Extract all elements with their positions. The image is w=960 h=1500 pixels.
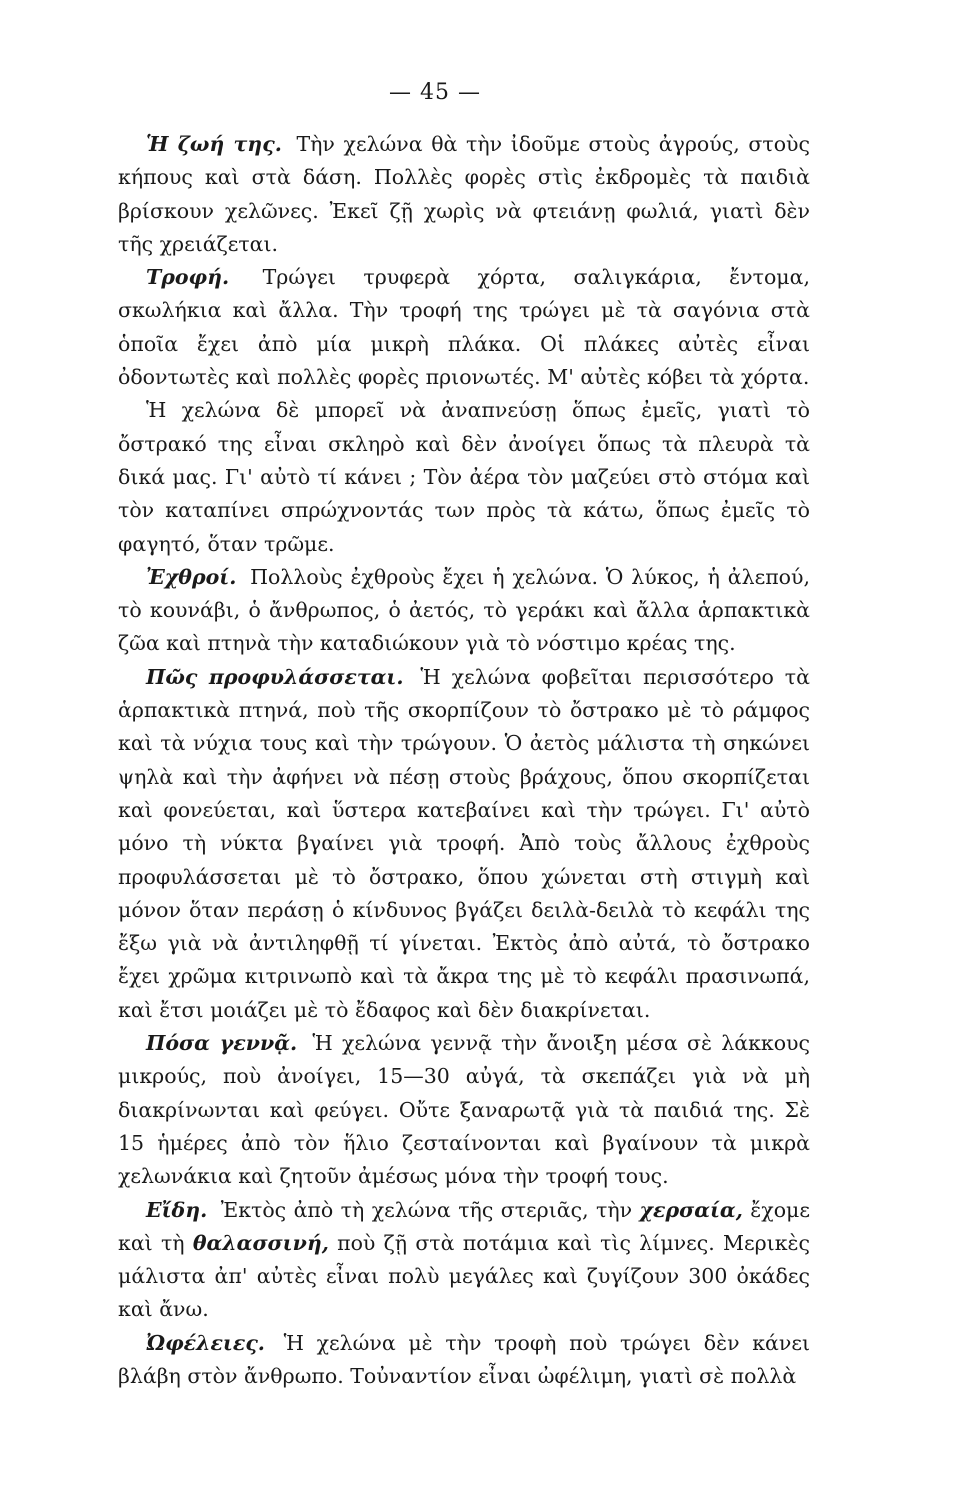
paragraph-reproduction [118,1027,810,1193]
species-term-land: χερσαία, [639,1197,743,1222]
section-heading-food: Τροφή. [146,265,230,290]
species-text-middle: ἔχομε καὶ τὴ [118,1197,810,1255]
section-text-protection: Ἡ χελώνα φοβεῖται περισσότερο τὰ ἁρπακτικὰ πτηνά, ποὺ τῆς σκορπίζουν τὸ ὄστρακο μὲ τὸ ράμφος καὶ τὰ νύχια τους καὶ τὴν τρώγουν. Ὁ ἀετὸς μάλιστα τὴ σηκώνει ψηλὰ καὶ τὴν ἀφήνει νὰ πέσῃ στοὺς βράχους, ὅπου σκορπίζεται καὶ φονεύεται, καὶ ὕστερα κατεβαίνει καὶ τὴν τρώγει. Γι' αὐτὸ μόνο τὴ νύκτα βγαίνει γιὰ τροφή. Ἀπὸ τοὺς ἄλλους ἐχθροὺς προφυλάσσεται μὲ τὸ ὄστρακο, ὅπου χώνεται στὴ στιγμὴ καὶ μόνον ὅταν περάσῃ ὁ κίνδυνος βγάζει δειλὰ-δειλὰ τὸ κεφάλι της ἔξω γιὰ νὰ ἀντιληφθῇ τί γίνεται. Ἐκτὸς ἀπὸ αὐτά, τὸ ὄστρακο ἔχει χρῶμα κιτρινωπὸ καὶ τὰ ἄκρα της μὲ τὸ κεφάλι πρασινωπά, καὶ ἔτσι μοιάζει μὲ τὸ ἔδαφος καὶ δὲν διακρίνεται. [118,664,810,1022]
paragraph-life [118,128,810,261]
section-text-life: Τὴν χελώνα θὰ τὴν ἰδοῦμε στοὺς ἀγρούς, στοὺς κήπους καὶ στὰ δάση. Πολλὲς φορὲς στὶς ἐκδρομὲς τὰ παιδιὰ βρίσκουν χελῶνες. Ἐκεῖ ζῇ χωρὶς νὰ φτειάνῃ φωλιά, γιατὶ δὲν τῆς χρειάζεται. [118,132,810,256]
paragraph-breathing [118,394,810,560]
paragraph-benefits [118,1327,810,1394]
section-heading-species: Εἴδη. [146,1197,208,1222]
section-heading-reproduction: Πόσα γεννᾷ. [146,1031,298,1056]
section-heading-life: Ἡ ζωή της. [146,132,282,156]
section-text-food: Τρώγει τρυφερὰ χόρτα, σαλιγκάρια, ἔντομα, σκωλήκια καὶ ἄλλα. Τὴν τροφή της τρώγει μὲ τὰ σαγόνια στὰ ὁποῖα ἔχει ἀπὸ μία μικρὴ πλάκα. Οἱ πλάκες αὐτὲς εἶναι ὀδοντωτὲς καὶ πολλὲς φορὲς πριονωτές. Μ' αὐτὲς κόβει τὰ χόρτα. [118,265,810,390]
paragraph-food [118,261,810,394]
species-text-before: Ἐκτὸς ἀπὸ τὴ χελώνα τῆς στεριᾶς, τὴν [220,1197,640,1222]
section-text-breathing: Ἡ χελώνα δὲ μπορεῖ νὰ ἀναπνεύσῃ ὅπως ἐμεῖς, γιατὶ τὸ ὄστρακό της εἶναι σκληρὸ καὶ δὲν ἀνοίγει ὅπως τὰ πλευρὰ τὰ δικά μας. Γι' αὐτὸ τί κάνει ; Τὸν ἀέρα τὸν μαζεύει στὸ στόμα καὶ τὸν καταπίνει σπρώχνοντάς των πρὸς τὰ κάτω, ὅπως ἐμεῖς τὸ φαγητό, ὅταν τρῶμε. [118,398,810,556]
paragraph-enemies [118,561,810,661]
section-heading-protection: Πῶς προφυλάσσεται. [146,664,404,689]
section-text-reproduction: Ἡ χελώνα γεννᾷ τὴν ἄνοιξη μέσα σὲ λάκκους μικρούς, ποὺ ἀνοίγει, 15—30 αὐγά, τὰ σκεπάζει γιὰ νὰ μὴ διακρίνωνται καὶ φεύγει. Οὔτε ξαναρωτᾷ γιὰ τὰ παιδιά της. Σὲ 15 ἡμέρες ἀπὸ τὸν ἥλιο ζεσταίνονται καὶ βγαίνουν τὰ μικρὰ χελωνάκια καὶ ζητοῦν ἀμέσως μόνα τὴν τροφή τους. [118,1031,810,1189]
page-number: — 45 — [389,80,481,105]
species-term-sea: θαλασσινή, [192,1230,329,1255]
section-heading-benefits: Ὠφέλειες. [146,1330,265,1355]
page-body [118,128,810,1393]
species-text-after: ποὺ ζῇ στὰ ποτάμια καὶ τὶς λίμνες. Μερικὲς μάλιστα ἀπ' αὐτὲς εἶναι πολὺ μεγάλες καὶ ζυγίζουν 300 ὀκάδες καὶ ἄνω. [118,1230,810,1322]
paragraph-species [118,1194,810,1327]
section-text-benefits: Ἡ χελώνα μὲ τὴν τροφὴ ποὺ τρώγει δὲν κάνει βλάβη στὸν ἄνθρωπο. Τοὐναντίον εἶναι ὠφέλιμη, γιατὶ σὲ πολλὰ [118,1330,810,1388]
section-heading-enemies: Ἐχθροί. [146,564,237,589]
section-text-enemies: Πολλοὺς ἐχθροὺς ἔχει ἡ χελώνα. Ὁ λύκος, ἡ ἀλεπού, τὸ κουνάβι, ὁ ἄνθρωπος, ὁ ἀετός, τὸ γεράκι καὶ ἄλλα ἁρπακτικὰ ζῶα καὶ πτηνὰ τὴν καταδιώκουν γιὰ τὸ νόστιμο κρέας της. [118,564,810,656]
paragraph-protection [118,661,810,1027]
